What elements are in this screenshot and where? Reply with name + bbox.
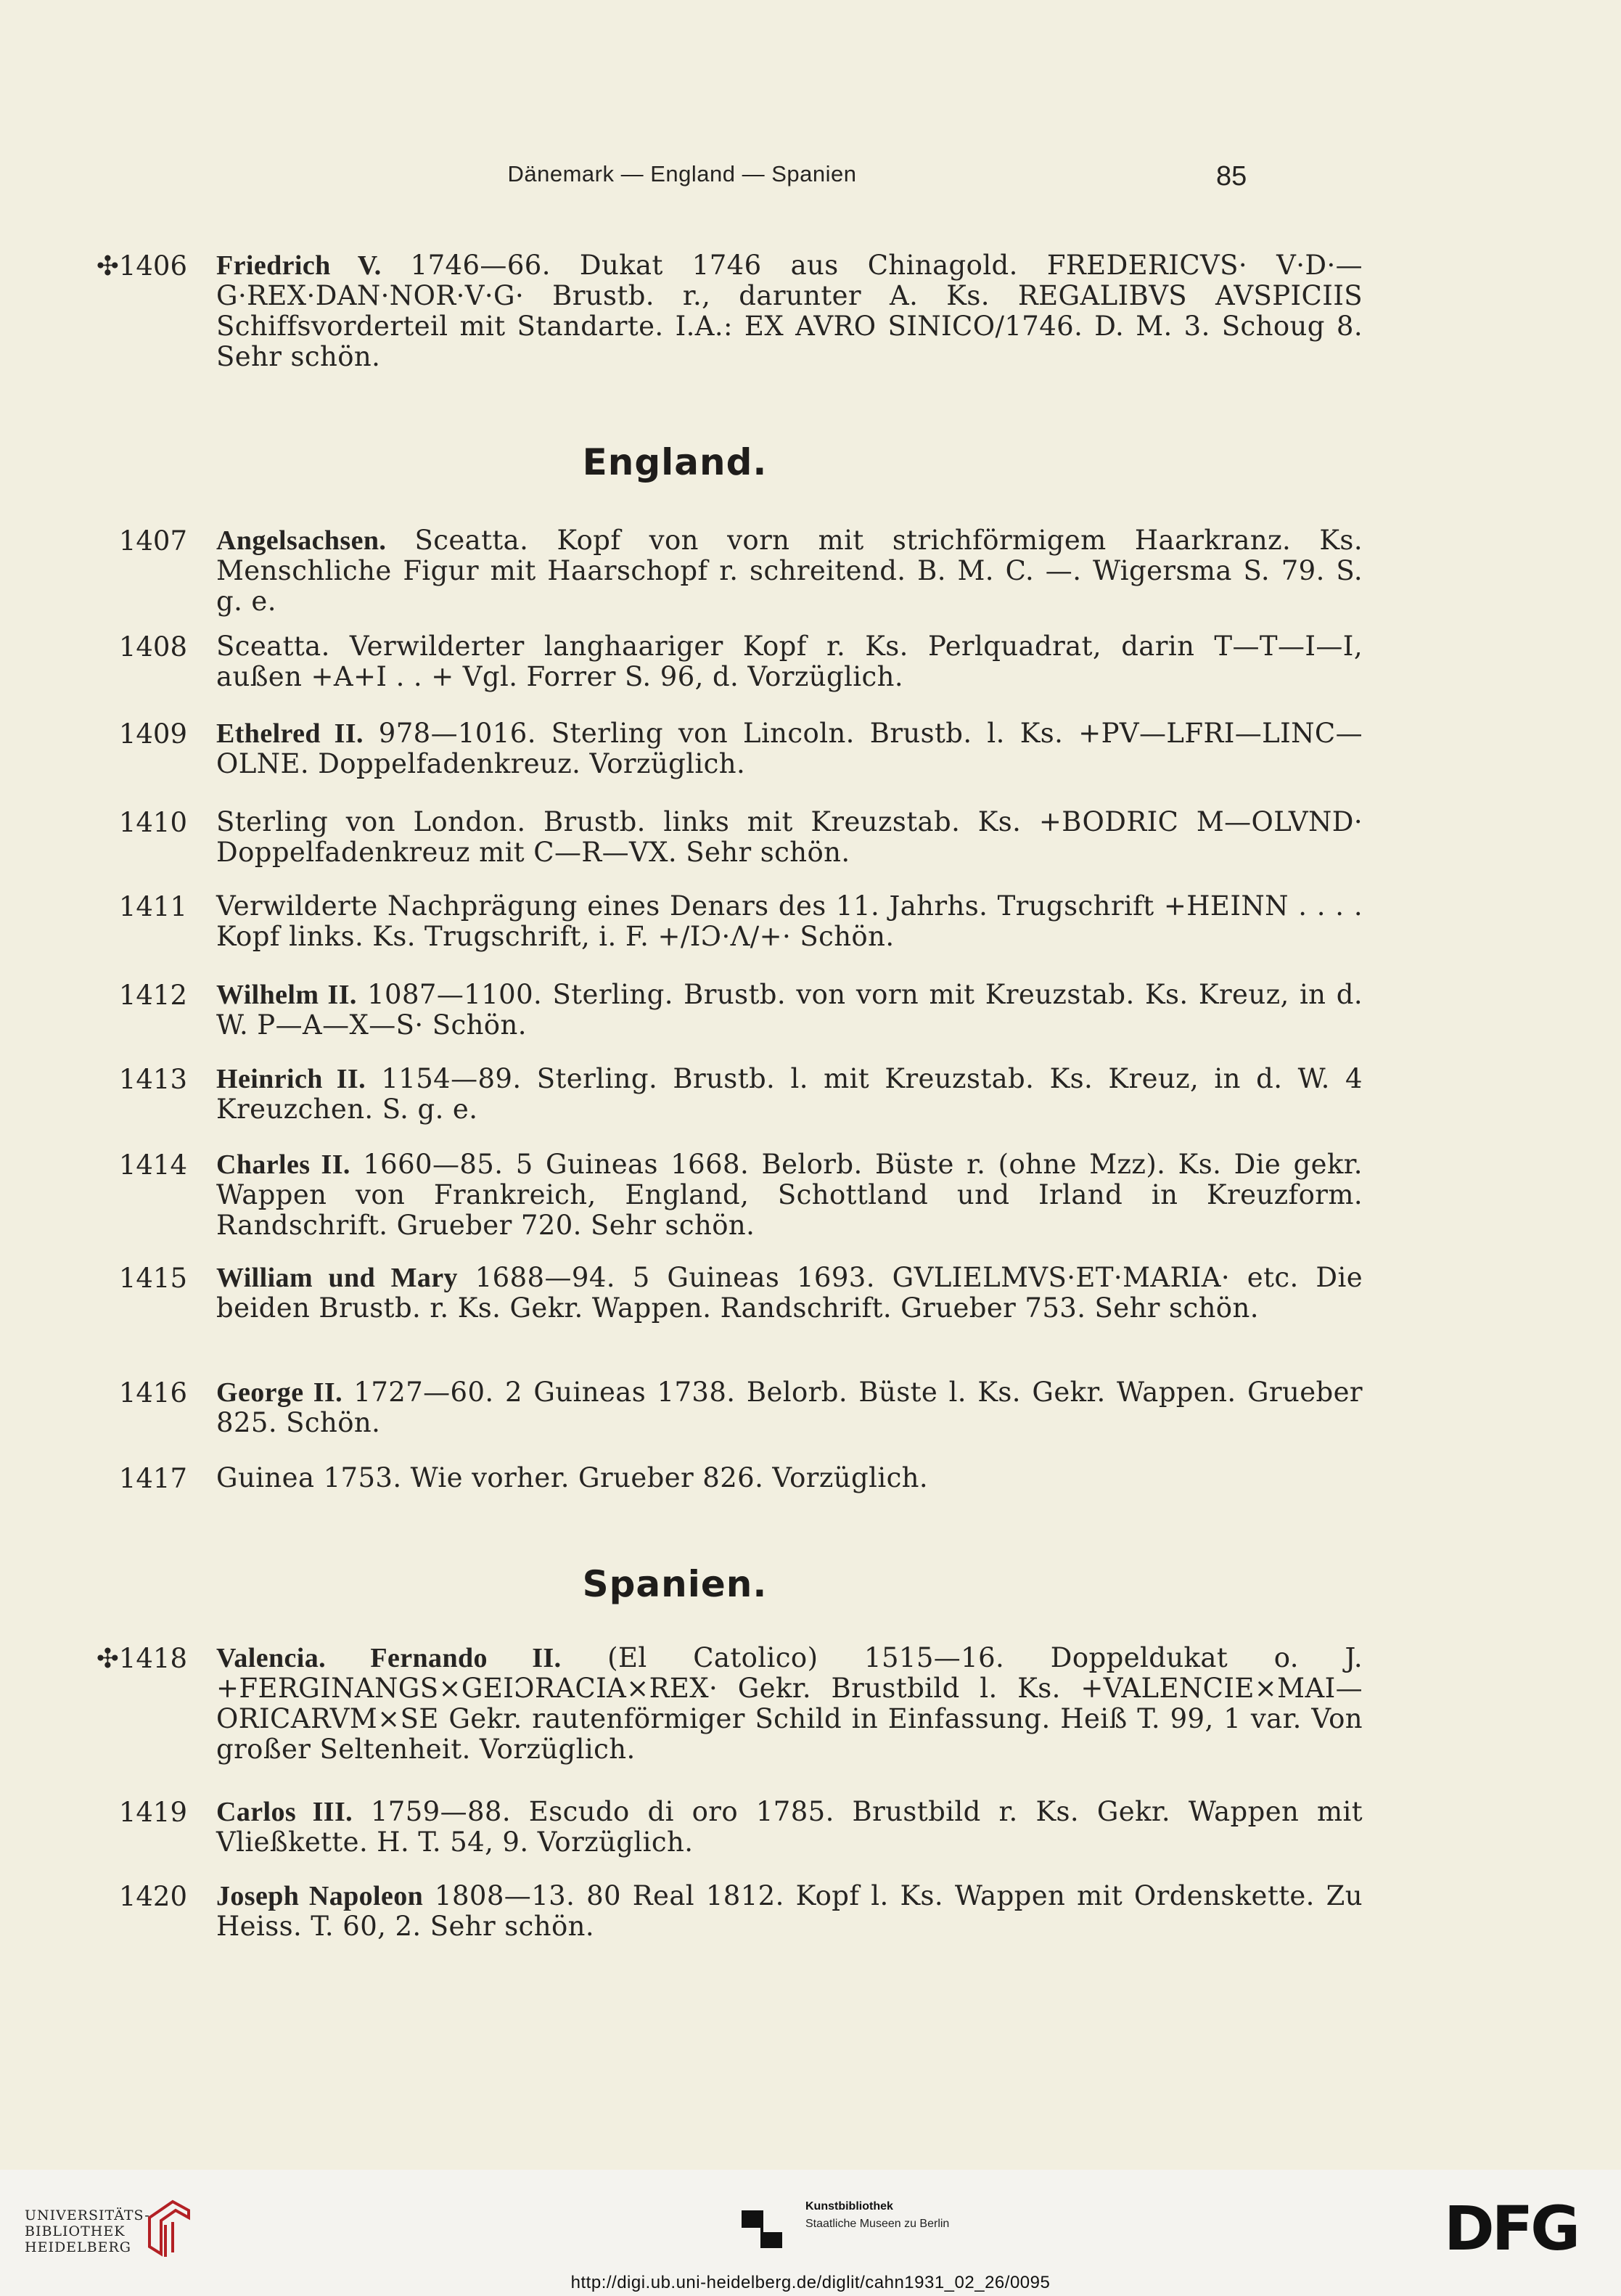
dfg-logo-text: DFG <box>1444 2196 1578 2257</box>
entry-number: 1420 <box>118 1881 187 1912</box>
entry-description: George II. 1727—60. 2 Guineas 1738. Belorb. Büste l. Ks. Gekr. Wappen. Grueber 825. Schön. <box>216 1377 1363 1438</box>
entry-description: Heinrich II. 1154—89. Sterling. Brustb. l. mit Kreuzstab. Ks. Kreuz, in d. W. 4 Kreuzchen. S. g. e. <box>216 1063 1363 1125</box>
entry-ruler: Friedrich V. <box>216 250 382 281</box>
entry-number: 1411 <box>118 891 187 922</box>
entry-ruler: Ethelred II. <box>216 718 364 749</box>
university-library-logo-text[interactable]: UNIVERSITÄTS- BIBLIOTHEK HEIDELBERG <box>25 2207 150 2255</box>
entry-number: 1409 <box>118 718 187 750</box>
entry-ruler: Heinrich II. <box>216 1064 366 1094</box>
entry-description: Sceatta. Verwilderter langhaariger Kopf r. Ks. Perlquadrat, darin T—T—I—I, außen +A+I . . + Vgl. Forrer S. 96, d. Vorzüglich. <box>216 631 1363 692</box>
section-heading: Spanien. <box>582 1563 768 1605</box>
university-library-logo-icon[interactable] <box>144 2196 194 2261</box>
entry-number: 1412 <box>118 980 187 1011</box>
entry-marker: ✣ <box>96 1643 119 1674</box>
entry-description: Charles II. 1660—85. 5 Guineas 1668. Belorb. Büste r. (ohne Mzz). Ks. Die gekr. Wappen von Frankreich, England, Schottland und Irland in Kreuzform. Randschrift. Grueber 720. Sehr schön. <box>216 1149 1363 1241</box>
entry-number: ✣1418 <box>96 1643 187 1674</box>
entry-description: Friedrich V. 1746—66. Dukat 1746 aus Chinagold. FREDERICVS· V·D·—G·REX·DAN·NOR·V·G· Brustb. r., darunter A. Ks. REGALIBVS AVSPICIIS Schiffsvorderteil mit Standarte. I.A.: EX AVRO SINICO/1746. D. M. 3. Schoug 8. Sehr schön. <box>216 250 1363 372</box>
entry-number: 1413 <box>118 1064 187 1095</box>
entry-number: 1410 <box>118 807 187 838</box>
kunstbibliothek-subtitle: Staatliche Museen zu Berlin <box>805 2218 950 2230</box>
entry-number: ✣1406 <box>96 250 187 282</box>
entry-ruler: Valencia. Fernando II. <box>216 1643 562 1673</box>
entry-description: Angelsachsen. Sceatta. Kopf von vorn mit strichförmigem Haarkranz. Ks. Menschliche Figur mit Haarschopf r. schreitend. B. M. C. —. Wigersma S. 79. S. g. e. <box>216 525 1363 617</box>
running-title: Dänemark — England — Spanien <box>507 161 857 186</box>
entry-number: 1417 <box>118 1463 187 1494</box>
entry-ruler: George II. <box>216 1377 342 1408</box>
entry-ruler: William und Mary <box>216 1263 458 1293</box>
entry-ruler: Carlos III. <box>216 1797 353 1827</box>
entry-number: 1408 <box>118 631 187 663</box>
section-heading: England. <box>582 441 768 483</box>
entry-description: Valencia. Fernando II. (El Catolico) 1515—16. Doppeldukat o. J. +FERGINANGS×GEIƆRACIA×REX· Gekr. Brustbild l. Ks. +VALENCIE×MAI—ORICARVM×SE Gekr. rautenförmiger Schild in Einfassung. Heiß T. 99, 1 var. Von großer Seltenheit. Vorzüglich. <box>216 1642 1363 1765</box>
entry-ruler: Angelsachsen. <box>216 525 387 556</box>
page-url[interactable]: http://digi.ub.uni-heidelberg.de/diglit/cahn1931_02_26/0095 <box>570 2273 1051 2292</box>
entry-ruler: Wilhelm II. <box>216 980 357 1010</box>
page-number: 85 <box>1216 161 1247 192</box>
entry-description: Wilhelm II. 1087—1100. Sterling. Brustb. von vorn mit Kreuzstab. Ks. Kreuz, in d. W. P—A—X—S· Schön. <box>216 979 1363 1041</box>
entry-description: Ethelred II. 978—1016. Sterling von Lincoln. Brustb. l. Ks. +PV—LFRI—LINC—OLNE. Doppelfadenkreuz. Vorzüglich. <box>216 718 1363 779</box>
entry-ruler: Charles II. <box>216 1149 350 1180</box>
kunstbibliothek-logo-icon[interactable] <box>739 2203 787 2251</box>
entry-description: Sterling von London. Brustb. links mit Kreuzstab. Ks. +BODRIC M—OLVND· Doppelfadenkreuz mit C—R—VX. Sehr schön. <box>216 806 1363 868</box>
entry-number: 1419 <box>118 1797 187 1828</box>
kunstbibliothek-name: Kunstbibliothek <box>805 2200 893 2213</box>
entry-description: Joseph Napoleon 1808—13. 80 Real 1812. Kopf l. Ks. Wappen mit Ordenskette. Zu Heiss. T. 60, 2. Sehr schön. <box>216 1880 1363 1942</box>
entry-description: Verwilderte Nachprägung eines Denars des 11. Jahrhs. Trugschrift +HEINN . . . . Kopf links. Ks. Trugschrift, i. F. +/IƆ·Λ/+· Schön. <box>216 890 1363 952</box>
entry-ruler: Joseph Napoleon <box>216 1881 424 1911</box>
entry-number: 1415 <box>118 1263 187 1294</box>
dfg-logo[interactable] <box>1444 2196 1596 2257</box>
entry-description: William und Mary 1688—94. 5 Guineas 1693. GVLIELMVS·ET·MARIA· etc. Die beiden Brustb. r. Ks. Gekr. Wappen. Randschrift. Grueber 753. Sehr schön. <box>216 1262 1363 1324</box>
entry-number: 1414 <box>118 1149 187 1181</box>
entry-number: 1416 <box>118 1377 187 1409</box>
viewer-footer <box>0 2170 1621 2296</box>
entry-number: 1407 <box>118 525 187 557</box>
entry-description: Guinea 1753. Wie vorher. Grueber 826. Vorzüglich. <box>216 1462 929 1493</box>
entry-description: Carlos III. 1759—88. Escudo di oro 1785. Brustbild r. Ks. Gekr. Wappen mit Vließkette. H. T. 54, 9. Vorzüglich. <box>216 1796 1363 1858</box>
entry-marker: ✣ <box>96 250 119 282</box>
